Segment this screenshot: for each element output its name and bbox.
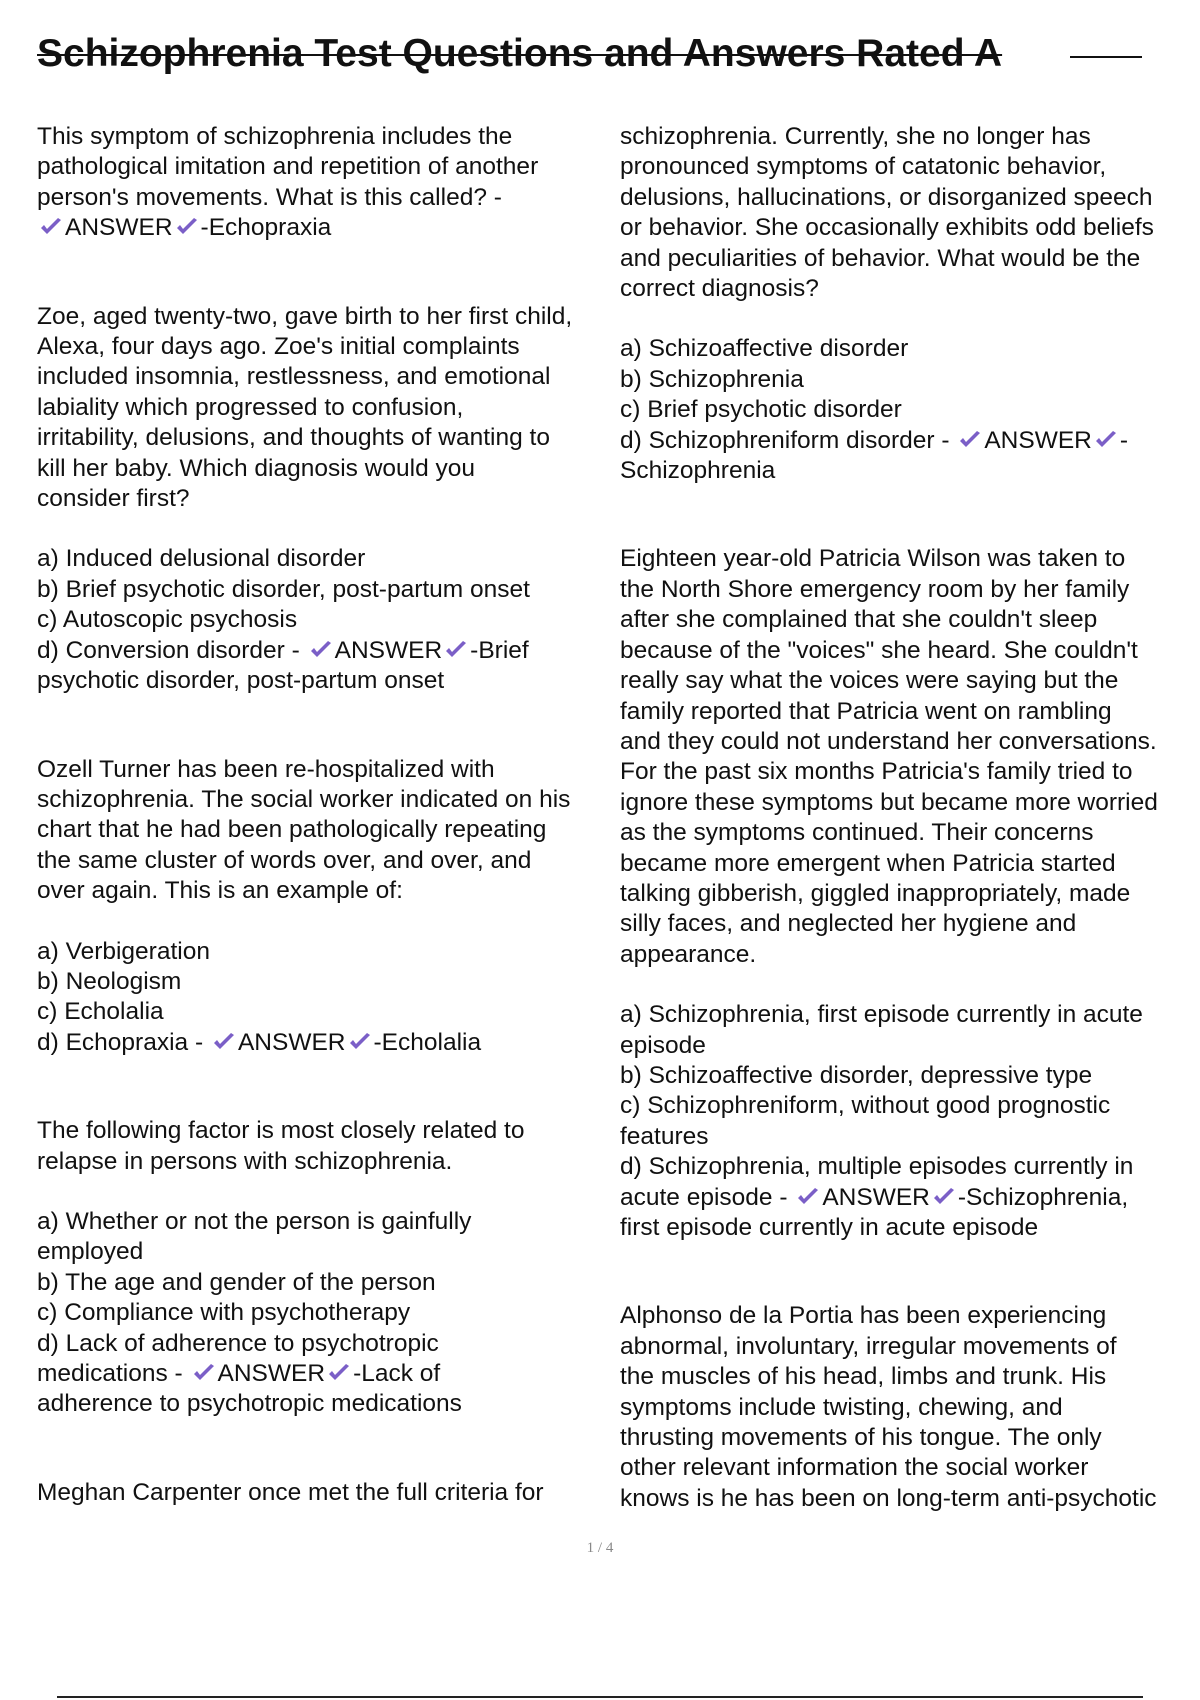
question-stem: Alphonso de la Portia has been experiencing abnormal, involuntary, irregular movements of the muscles of his head, limbs and trunk. His symptoms include twisting, chewing, and thrusting movements of his tongue. The only other relevant information the social worker knows is he has been on long-term anti-psychotic [620,1302,1157,1512]
checkmark-icon [327,1363,351,1383]
option-c: c) Compliance with psychotherapy [37,1299,411,1327]
answer-continuation: psychotic disorder, post-partum onset [37,667,445,695]
option-d [37,636,607,666]
checkmark-icon [309,640,333,660]
option-d-text: d) Conversion disorder - [37,636,300,664]
option-a: a) Whether or not the person is gainfully employed [37,1207,472,1266]
answer-text: -Brief [470,636,529,664]
answer-text: - [1119,426,1129,454]
option-a: a) Induced delusional disorder [37,545,366,573]
option-d-text: acute episode - [620,1183,788,1211]
answer-label: ANSWER [984,426,1092,454]
question-3 [37,755,607,1059]
title-rule [1070,56,1142,58]
answer-continuation: adherence to psychotropic medications [37,1390,462,1418]
option-d-text: d) Echopraxia - [37,1028,204,1056]
bottom-rule [57,1696,1143,1698]
option-d-text: medications - [37,1360,183,1387]
checkmark-icon [444,640,468,660]
question-stem: The following factor is most closely related to relapse in persons with schizophrenia. [37,1117,525,1175]
option-b: b) The age and gender of the person [37,1268,436,1296]
page-number: 1 / 4 [586,1540,614,1556]
question-6 [620,544,1200,1243]
answer-label: ANSWER [334,636,443,664]
answer-continuation: first episode currently in acute episode [620,1214,1039,1241]
option-d-continued [620,1183,1200,1213]
question-stem: schizophrenia. Currently, she no longer has pronounced symptoms of catatonic behavior, delusions, hallucinations, or disorganized speech or behavior. She occasionally exhibits odd beliefs and peculiarities of behavior. What would be the correct diagnosis? [620,123,1154,303]
answer-label: ANSWER [65,214,173,242]
question-stem: Ozell Turner has been re-hospitalized with schizophrenia. The social worker indicated on his chart that he had been pathologically repeating the same cluster of words over, and over, and over again. This is an example of: [37,755,571,905]
answer-text: -Echopraxia [200,214,332,242]
checkmark-icon [958,430,982,450]
option-d: d) Lack of adherence to psychotropic [37,1329,439,1357]
checkmark-icon [932,1187,956,1207]
option-d [37,1028,607,1058]
answer-label: ANSWER [217,1360,326,1387]
checkmark-icon [348,1032,372,1052]
option-c: c) Echolalia [37,998,164,1026]
document-title: Schizophrenia Test Questions and Answers Rated A [37,32,1003,75]
page-body [37,122,1199,1542]
option-b: b) Neologism [37,967,182,995]
option-b: b) Brief psychotic disorder, post-partum onset [37,575,530,603]
option-a: a) Schizophrenia, first episode currently in acute episode [620,1001,1143,1059]
answer-label: ANSWER [822,1183,930,1211]
question-1 [37,122,607,244]
option-a: a) Schizoaffective disorder [620,335,909,363]
question-stem: This symptom of schizophrenia includes the pathological imitation and repetition of another person's movements. What is this called? - [37,123,539,211]
answer-text: -Echolalia [373,1028,482,1056]
question-5-continued [620,122,1200,486]
checkmark-icon [175,217,199,237]
checkmark-icon [39,217,63,237]
option-c: c) Autoscopic psychosis [37,606,298,634]
option-c: c) Schizophreniform, without good prognostic features [620,1092,1111,1150]
question-2 [37,302,607,697]
option-a: a) Verbigeration [37,937,210,965]
option-b: b) Schizoaffective disorder, depressive type [620,1061,1093,1089]
option-c: c) Brief psychotic disorder [620,396,902,424]
checkmark-icon [796,1187,820,1207]
question-4 [37,1116,607,1420]
question-stem: Zoe, aged twenty-two, gave birth to her first child, Alexa, four days ago. Zoe's initial complaints included insomnia, restlessness, and emotional labiality which progressed to confusion, irritability, delusions, and thoughts of wanting to kill her baby. Which diagnosis would you consider first? [37,302,573,513]
left-column [37,122,607,1508]
question-7 [620,1301,1200,1514]
option-d: d) Schizophrenia, multiple episodes currently in [620,1153,1134,1181]
option-d [620,426,1200,456]
answer-text: -Schizophrenia, [957,1183,1129,1211]
answer-continuation: Schizophrenia [620,457,776,485]
question-5-start: Meghan Carpenter once met the full criteria for [37,1478,544,1506]
option-d-text: d) Schizophreniform disorder - [620,426,950,454]
right-column [620,122,1200,1514]
option-d-continued [37,1359,607,1389]
question-stem: Eighteen year-old Patricia Wilson was taken to the North Shore emergency room by her family after she complained that she couldn't sleep because of the "voices" she heard. She couldn't really say what the voices were saying but the family reported that Patricia went on rambling and they could not understand her conversations. For the past six months Patricia's family tried to ignore these symptoms but became more worried as the symptoms continued. Their concerns became more emergent when Patricia started talking gibberish, giggled inappropriately, made silly faces, and neglected her hygiene and appearance. [620,545,1158,968]
checkmark-icon [212,1032,236,1052]
checkmark-icon [1094,430,1118,450]
answer-line [37,213,607,243]
option-b: b) Schizophrenia [620,365,804,393]
checkmark-icon [192,1363,216,1383]
answer-text: -Lack of [353,1360,441,1387]
answer-label: ANSWER [237,1028,346,1056]
